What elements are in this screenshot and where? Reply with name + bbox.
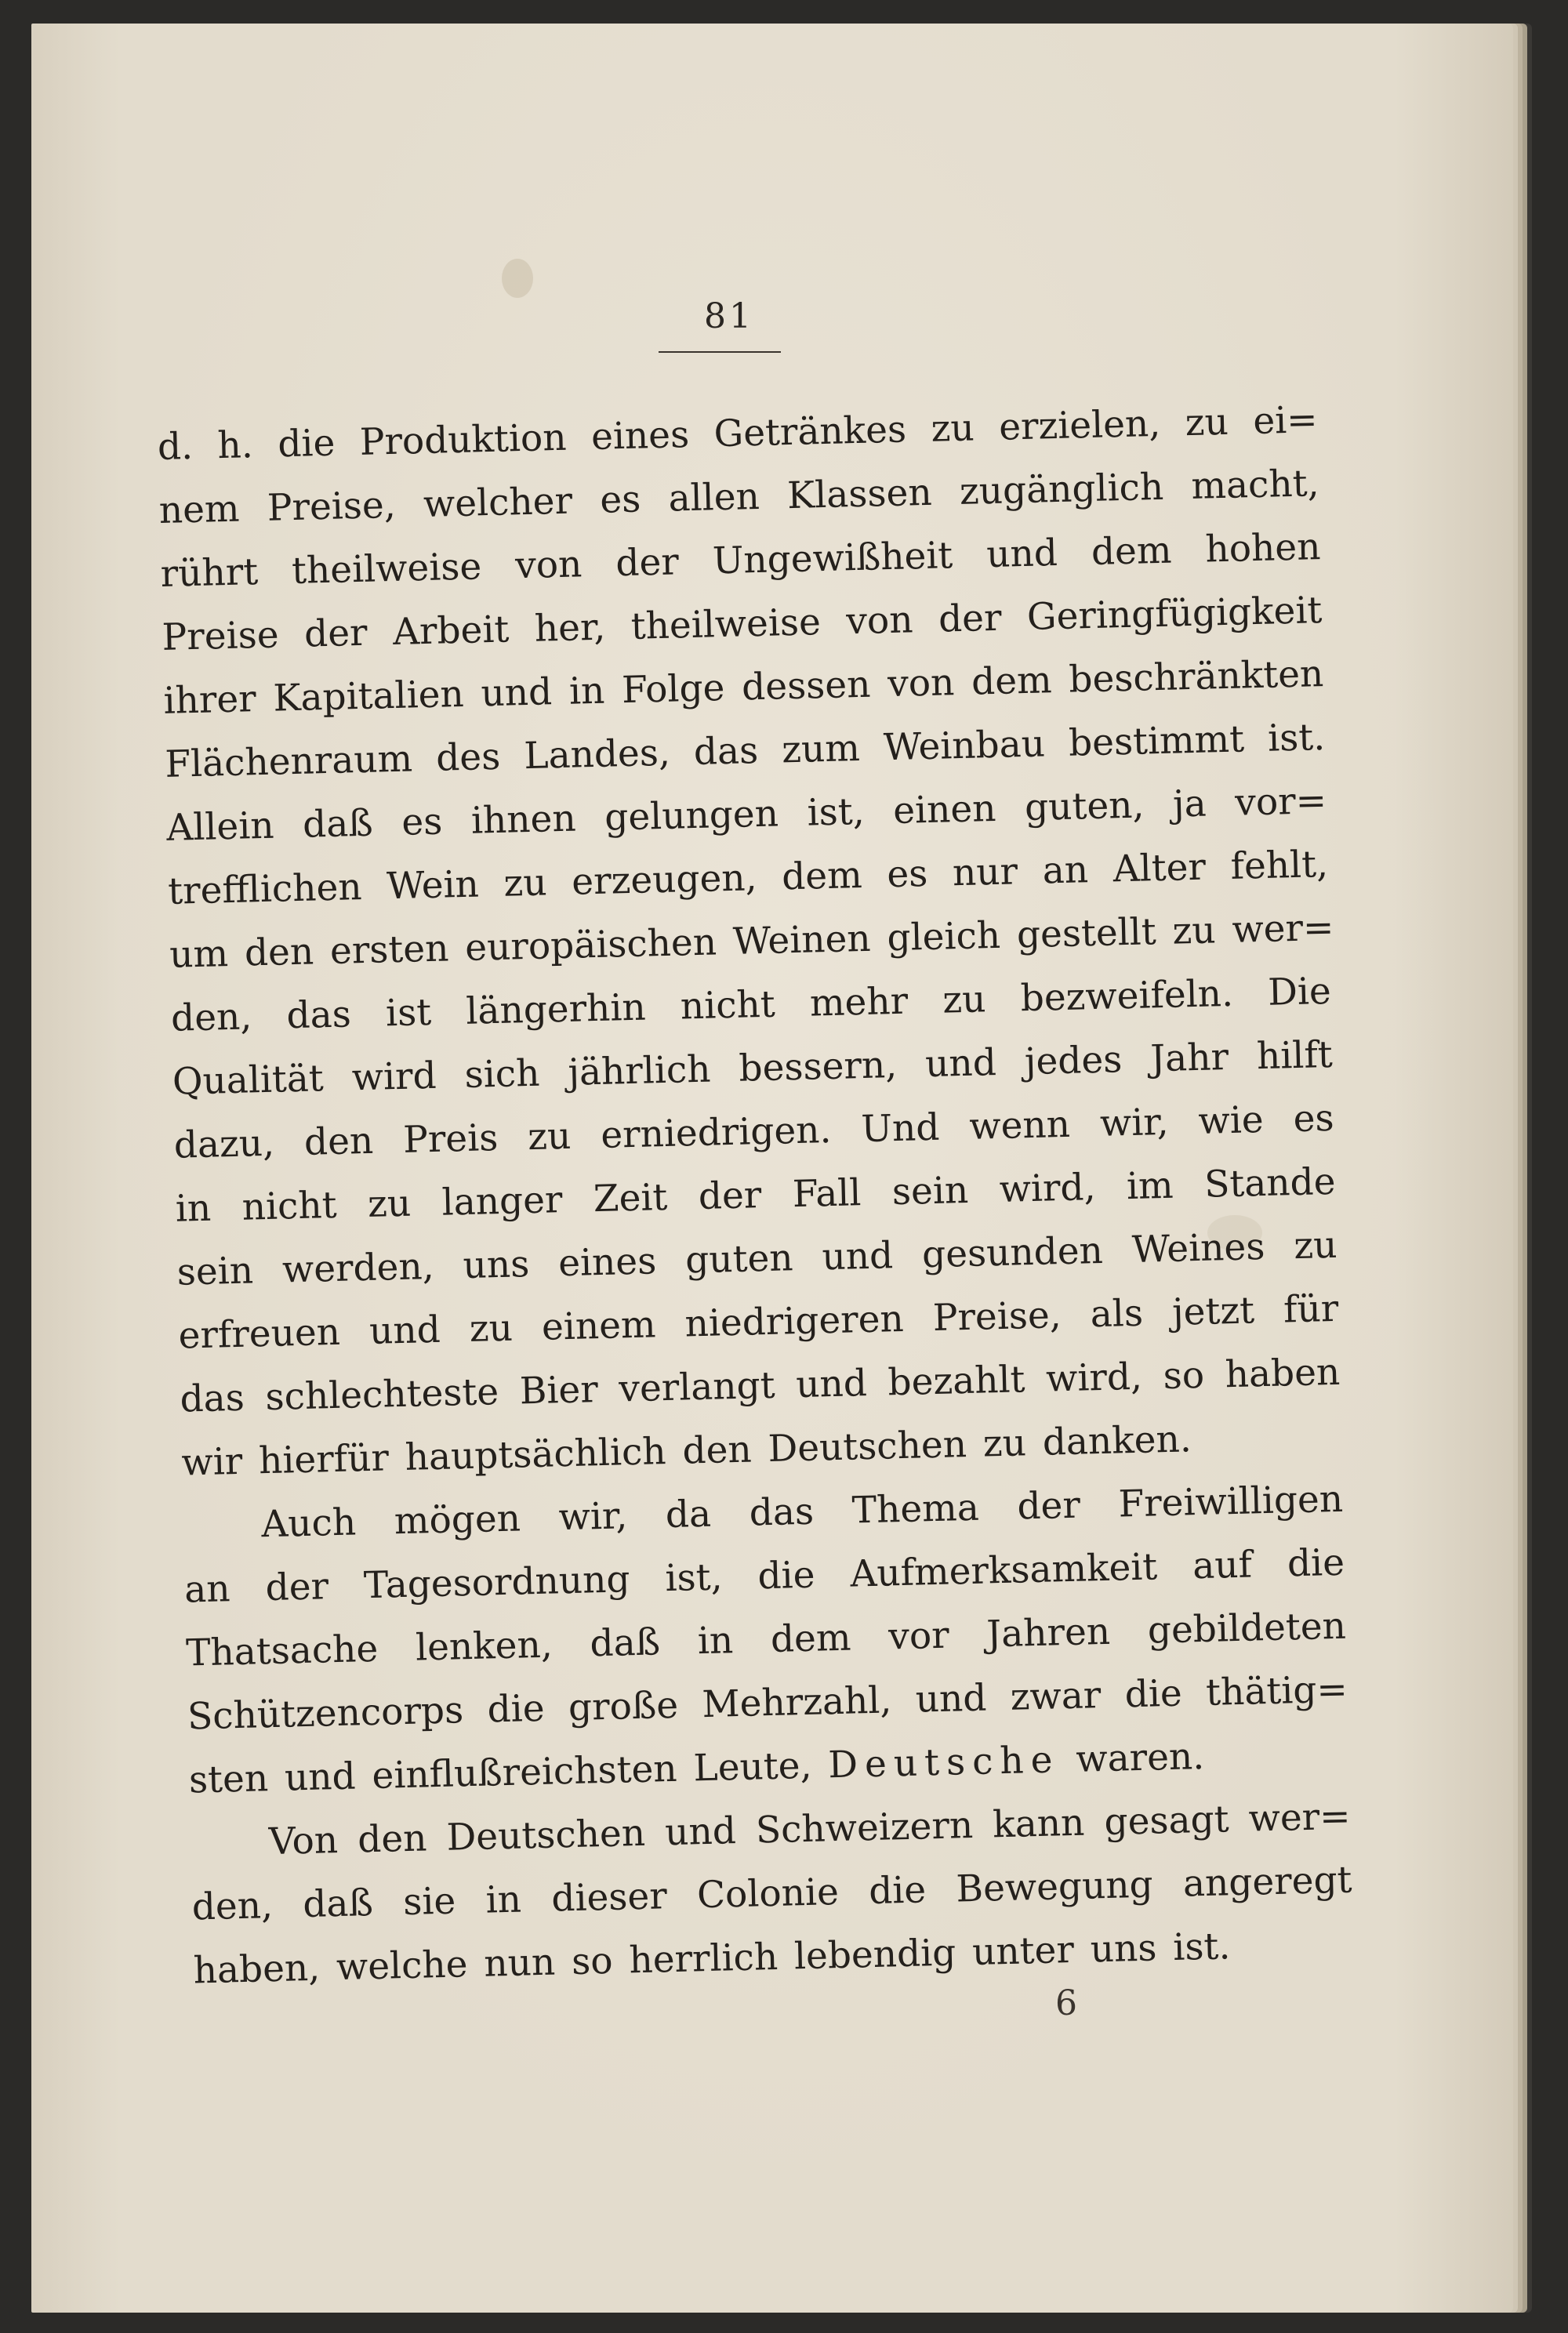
body-text — [157, 388, 1354, 2002]
text-line: Schützencorps die große Mehrzahl, und zwar die thätig= — [187, 1667, 1348, 1739]
paper-stain — [502, 259, 533, 298]
text-line: Thatsache lenken, daß in dem vor Jahren gebildeten — [185, 1604, 1347, 1675]
emphasized-word: Deutsche — [827, 1738, 1061, 1787]
book-page — [31, 24, 1513, 2313]
signature-mark: 6 — [1055, 1983, 1077, 2023]
text-line: erfreuen und zu einem niedrigeren Preise, als jetzt für — [178, 1286, 1339, 1358]
paragraph-end-line: wir hierfür hauptsächlich den Deutschen zu danken. — [180, 1417, 1192, 1485]
text-line: Flächenraum des Landes, das zum Weinbau bestimmt ist. — [164, 716, 1326, 786]
text-line: Preise der Arbeit her, theilweise von der Geringfügigkeit — [162, 589, 1323, 659]
line-text: waren. — [1075, 1735, 1205, 1781]
text-line: in nicht zu langer Zeit der Fall sein wird, im Stande — [175, 1159, 1337, 1231]
text-line: Allein daß es ihnen gelungen ist, einen guten, ja vor= — [165, 778, 1327, 850]
text-line: sein werden, uns eines guten und gesunden Weines zu — [176, 1223, 1338, 1294]
line-text: sten und einflußreichsten Leute, — [188, 1743, 813, 1802]
paragraph-start-line: Auch mögen wir, da das Thema der Freiwilligen — [260, 1477, 1344, 1547]
text-line: an der Tagesordnung ist, die Aufmerksamkeit auf die — [183, 1540, 1345, 1612]
text-line: Qualität wird sich jährlich bessern, und jedes Jahr hilft — [172, 1032, 1334, 1104]
text-line: dazu, den Preis zu erniedrigen. Und wenn wir, wie es — [173, 1096, 1335, 1167]
text-line: um den ersten europäischen Weinen gleich gestellt zu wer= — [169, 905, 1334, 977]
page-number-rule — [659, 351, 781, 353]
page-number: 81 — [704, 296, 754, 336]
text-line: d. h. die Produktion eines Getränkes zu erzielen, zu ei= — [157, 398, 1319, 469]
text-line: ihrer Kapitalien und in Folge dessen von dem beschränkten — [162, 652, 1324, 723]
text-line: nem Preise, welcher es allen Klassen zugänglich macht, — [158, 462, 1320, 532]
paragraph-end-line: haben, welche nun so herrlich lebendig unter uns ist. — [193, 1925, 1231, 1993]
text-line: rührt theilweise von der Ungewißheit und dem hohen — [160, 525, 1322, 596]
text-line: den, daß sie in dieser Colonie die Bewegung angeregt — [191, 1858, 1353, 1929]
text-line: das schlechteste Bier verlangt und bezahlt wird, so haben — [179, 1350, 1341, 1421]
text-line: den, das ist längerhin nicht mehr zu bezweifeln. Die — [170, 969, 1332, 1040]
text-line: trefflichen Wein zu erzeugen, dem es nur an Alter fehlt, — [167, 842, 1329, 913]
paragraph-start-line: Von den Deutschen und Schweizern kann gesagt wer= — [268, 1794, 1352, 1864]
